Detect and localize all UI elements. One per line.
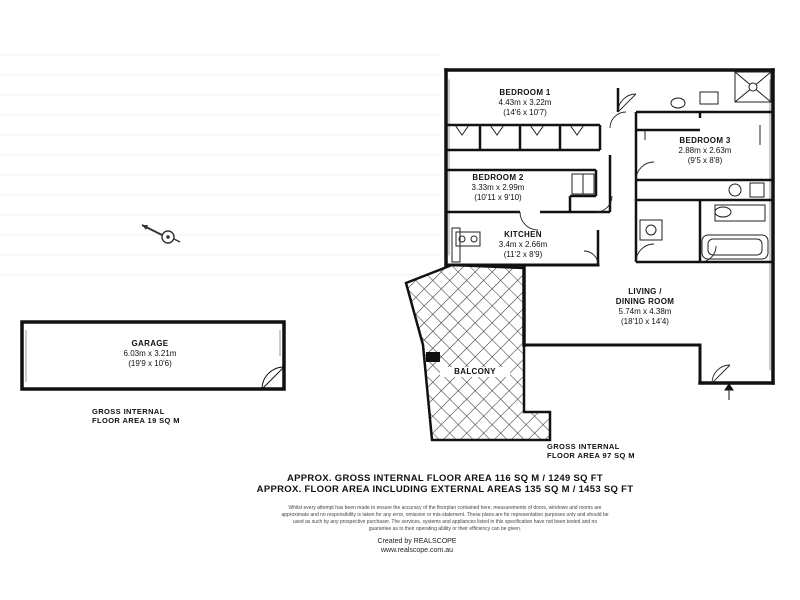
disclaimer [0,505,800,533]
bedroom1-imperial: (14'6 x 10'7) [503,108,547,117]
balcony-door-marker [426,352,440,362]
bedroom1-metric: 4.43m x 3.22m [498,98,552,107]
garage-metric: 6.03m x 3.21m [123,349,177,358]
compass-icon [142,225,180,243]
website: www.realscope.com.au [381,547,453,554]
bedroom3-label [650,136,760,166]
bedroom2-imperial: (10'11 x 9'10) [474,193,522,202]
bedroom2-metric: 3.33m x 2.99m [471,183,525,192]
kitchen-name: KITCHEN [504,230,542,239]
credits [0,537,800,555]
disclaimer-line1: Whilst every attempt has been made to ensure the accuracy of the floorplan contained here, measurements of doors, windows and rooms are [288,505,602,511]
garage-label [90,339,210,369]
garage-gia-line1: GROSS INTERNAL [92,407,165,416]
disclaimer-line2: approximate and no responsibility is taken for any error, omission or mis-statement. These plans are for representation purposes only and should be [281,512,609,518]
bedroom1-label [470,88,580,118]
bedroom1-name: BEDROOM 1 [499,88,551,97]
garage-gross-area [92,407,180,425]
living-imperial: (18'10 x 14'4) [621,317,669,326]
area-totals [0,473,800,495]
main-gia-line2: FLOOR AREA 97 SQ M [547,451,635,460]
living-label [590,287,700,327]
background-texture [0,55,440,275]
kitchen-metric: 3.4m x 2.66m [498,240,548,249]
total-external-area: APPROX. FLOOR AREA INCLUDING EXTERNAL AREAS 135 SQ M / 1453 SQ FT [256,484,634,495]
garage-imperial: (19'9 x 10'6) [128,359,172,368]
total-internal-area: APPROX. GROSS INTERNAL FLOOR AREA 116 SQ M / 1249 SQ FT [287,473,603,484]
garage-name: GARAGE [131,339,169,348]
bedroom2-label [448,173,548,203]
bedroom3-metric: 2.88m x 2.63m [678,146,732,155]
disclaimer-line3: used as such by any prospective purchaser. The services, systems and appliances listed in this specification have not been tested and no [292,519,598,525]
bedroom3-name: BEDROOM 3 [679,136,731,145]
kitchen-imperial: (11'2 x 8'9) [503,250,543,259]
main-gross-area [547,442,635,460]
main-gia-line1: GROSS INTERNAL [547,442,620,451]
entry-arrow-icon [725,384,733,400]
balcony-label [440,367,510,377]
created-by: Created by REALSCOPE [377,538,457,545]
bedroom3-imperial: (9'5 x 8'8) [687,156,723,165]
bedroom2-name: BEDROOM 2 [472,173,524,182]
disclaimer-line4: guarantee as to their operating ability or their efficiency can be given. [368,526,522,532]
living-name-line1: LIVING / [628,287,662,296]
kitchen-label [478,230,568,260]
garage-gia-line2: FLOOR AREA 19 SQ M [92,416,180,425]
balcony-name: BALCONY [454,367,496,376]
living-metric: 5.74m x 4.38m [618,307,672,316]
living-name-line2: DINING ROOM [615,297,675,306]
